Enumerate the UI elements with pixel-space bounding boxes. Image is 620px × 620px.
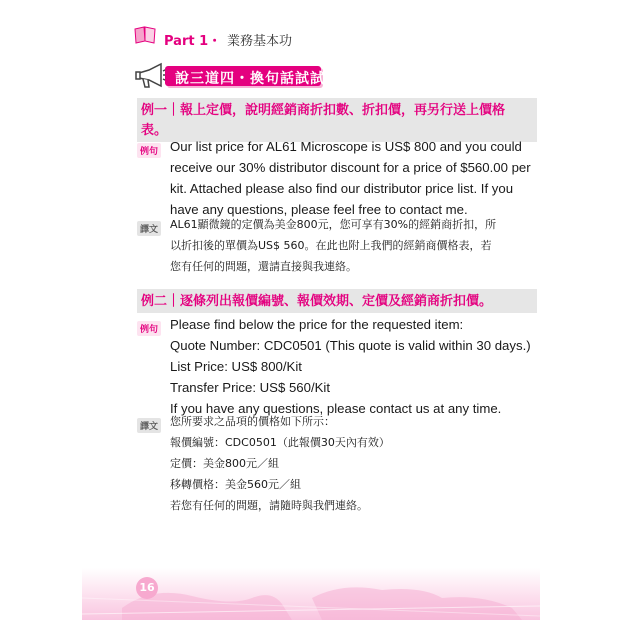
- page-number: 16: [136, 577, 158, 599]
- example2-heading: [137, 289, 537, 313]
- translation-tag: 譯文: [137, 418, 161, 433]
- example1-chinese: [170, 214, 540, 277]
- english-line: have any questions, please feel free to contact me.: [170, 202, 468, 217]
- example-tag: 例句: [137, 321, 161, 336]
- chinese-line: 報價編號：CDC0501（此報價30天內有效）: [170, 436, 390, 449]
- example1-english: [170, 136, 550, 220]
- part-title: 業務基本功: [227, 34, 293, 49]
- chinese-line: 您有任何的問題，還請直接與我連絡。: [170, 260, 357, 273]
- english-line: Transfer Price: US$ 560/Kit: [170, 380, 331, 395]
- chinese-line: 定價：美金800元／組: [170, 457, 279, 470]
- section-banner: [135, 62, 325, 88]
- chinese-line: 以折扣後的單價為US$ 560。在此也附上我們的經銷商價格表，若: [170, 239, 492, 252]
- example2-heading-text: 例二｜逐條列出報價編號、報價效期、定價及經銷商折扣價。: [141, 294, 493, 309]
- page-header: [82, 20, 540, 49]
- example-tag: 例句: [137, 143, 161, 158]
- english-line: List Price: US$ 800/Kit: [170, 359, 302, 374]
- english-line: receive our 30% distributor discount for a price of $560.00 per: [170, 160, 531, 175]
- example1-heading-line: 表。: [141, 123, 168, 138]
- megaphone-icon: [135, 62, 169, 90]
- example1-heading-line: 例一｜報上定價，說明經銷商折扣數、折扣價，再另行送上價格: [141, 103, 506, 118]
- book-page: [82, 0, 540, 620]
- chinese-line: 若您有任何的問題，請隨時與我們連絡。: [170, 499, 368, 512]
- example2-chinese: [170, 411, 540, 516]
- section-title-box: [165, 66, 325, 87]
- english-line: kit. Attached please also find our distributor price list. If you: [170, 181, 514, 196]
- part-label: Part 1・: [164, 34, 222, 49]
- english-line: Please find below the price for the requested item:: [170, 317, 464, 332]
- translation-tag: 譯文: [137, 221, 161, 236]
- chinese-line: AL61顯微鏡的定價為美金800元，您可享有30%的經銷商折扣，所: [170, 218, 497, 231]
- section-title: 說三道四・換句話試試: [175, 71, 325, 87]
- chinese-line: 移轉價格：美金560元／組: [170, 478, 301, 491]
- chinese-line: 您所要求之品項的價格如下所示：: [170, 415, 335, 428]
- book-icon: [134, 26, 156, 44]
- example2-english: [170, 314, 550, 419]
- english-line: Quote Number: CDC0501 (This quote is valid within 30 days.): [170, 338, 531, 353]
- english-line: If you have any questions, please contact us at any time.: [170, 401, 502, 416]
- english-line: Our list price for AL61 Microscope is US$ 800 and you could: [170, 139, 522, 154]
